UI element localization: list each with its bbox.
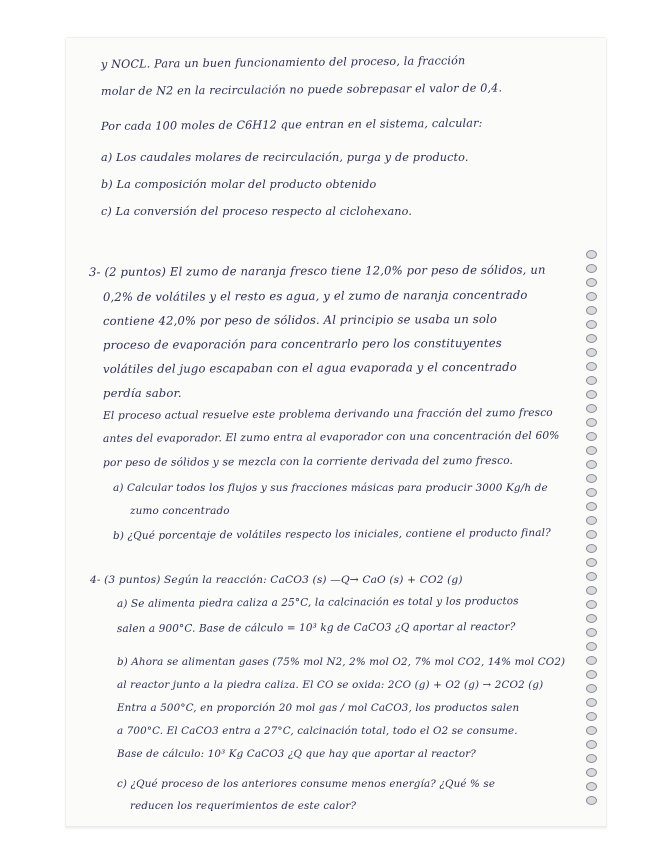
problem-4-line: Base de cálculo: 10³ Kg CaCO3 ¿Q que hay que aportar al reactor? [117, 748, 476, 760]
spiral-ring [586, 670, 597, 679]
problem-3-line: 3- (2 puntos) El zumo de naranja fresco tiene 12,0% por peso de sólidos, un [88, 262, 546, 279]
problem-4-line: a 700°C. El CaCO3 entra a 27°C, calcinación total, todo el O2 se consume. [117, 725, 518, 737]
spiral-ring [586, 390, 597, 399]
spiral-ring [586, 754, 597, 763]
spiral-binding [586, 250, 600, 820]
intro-line: c) La conversión del proceso respecto al ciclohexano. [101, 205, 413, 218]
spiral-ring [586, 460, 597, 469]
spiral-ring [586, 740, 597, 749]
spiral-ring [586, 502, 597, 511]
intro-line: molar de N2 en la recirculación no puede sobrepasar el valor de 0,4. [100, 81, 503, 98]
spiral-ring [586, 586, 597, 595]
intro-line: b) La composición molar del producto obtenido [101, 178, 377, 191]
spiral-ring [586, 544, 597, 553]
page-edge-shadow [66, 826, 606, 830]
spiral-ring [586, 796, 597, 805]
problem-4-line: c) ¿Qué proceso de los anteriores consume menos energía? ¿Qué % se [117, 778, 496, 790]
spiral-ring [586, 698, 597, 707]
spiral-ring [586, 446, 597, 455]
spiral-ring [586, 306, 597, 315]
spiral-ring [586, 418, 597, 427]
spiral-ring [586, 614, 597, 623]
problem-3-line: 0,2% de volátiles y el resto es agua, y el zumo de naranja concentrado [102, 287, 528, 304]
problem-4-line: Entra a 500°C, en proporción 20 mol gas / mol CaCO3, los productos salen [117, 702, 520, 714]
spiral-ring [586, 250, 597, 259]
spiral-ring [586, 264, 597, 273]
problem-3-line: El proceso actual resuelve este problema derivando una fracción del zumo fresco [102, 406, 553, 422]
spiral-ring [586, 334, 597, 343]
spiral-ring [586, 684, 597, 693]
problem-4-line: a) Se alimenta piedra caliza a 25°C, la calcinación es total y los productos [116, 595, 519, 610]
spiral-ring [586, 600, 597, 609]
problem-3-line: volátiles del jugo escapaban con el agua evaporada y el concentrado [102, 359, 517, 376]
problem-3-line: perdía sabor. [103, 386, 182, 400]
problem-3-line: contiene 42,0% por peso de sólidos. Al principio se usaba un solo [102, 311, 498, 328]
problem-4-line: 4- (3 puntos) Según la reacción: CaCO3 (s) —Q→ CaO (s) + CO2 (g) [90, 574, 463, 586]
intro-line: Por cada 100 moles de C6H12 que entran en el sistema, calcular: [100, 116, 483, 133]
problem-3-line: proceso de evaporación para concentrarlo pero los constituyentes [102, 335, 502, 352]
spiral-ring [586, 726, 597, 735]
spiral-ring [586, 292, 597, 301]
spiral-ring [586, 572, 597, 581]
spiral-ring [586, 474, 597, 483]
problem-4-line: salen a 900°C. Base de cálculo = 10³ kg de CaCO3 ¿Q aportar al reactor? [116, 620, 516, 635]
problem-4-line: reducen los requerimientos de este calor? [130, 800, 357, 812]
problem-4-line: al reactor junto a la piedra caliza. El CO se oxida: 2CO (g) + O2 (g) → 2CO2 (g) [117, 679, 544, 691]
spiral-ring [586, 712, 597, 721]
spiral-ring [586, 432, 597, 441]
spiral-ring [586, 628, 597, 637]
spiral-ring [586, 782, 597, 791]
intro-line: a) Los caudales molares de recirculación, purga y de producto. [101, 151, 469, 164]
spiral-ring [586, 362, 597, 371]
problem-3-line: antes del evaporador. El zumo entra al evaporador con una concentración del 60% [102, 429, 560, 445]
spiral-ring [586, 656, 597, 665]
spiral-ring [586, 376, 597, 385]
intro-line: y NOCL. Para un buen funcionamiento del proceso, la fracción [100, 54, 466, 71]
problem-3-line: zumo concentrado [130, 505, 230, 517]
spiral-ring [586, 642, 597, 651]
spiral-ring [586, 488, 597, 497]
spiral-ring [586, 516, 597, 525]
spiral-ring [586, 558, 597, 567]
spiral-ring [586, 320, 597, 329]
spiral-ring [586, 768, 597, 777]
spiral-ring [586, 530, 597, 539]
spiral-ring [586, 404, 597, 413]
problem-3-line: por peso de sólidos y se mezcla con la corriente derivada del zumo fresco. [102, 454, 514, 469]
spiral-ring [586, 348, 597, 357]
problem-3-line: b) ¿Qué porcentaje de volátiles respecto los iniciales, contiene el producto final? [112, 526, 551, 542]
problem-4-line: b) Ahora se alimentan gases (75% mol N2, 2% mol O2, 7% mol CO2, 14% mol CO2) [117, 656, 566, 668]
spiral-ring [586, 278, 597, 287]
problem-3-line: a) Calcular todos los flujos y sus fracciones másicas para producir 3000 Kg/h de [113, 482, 548, 494]
